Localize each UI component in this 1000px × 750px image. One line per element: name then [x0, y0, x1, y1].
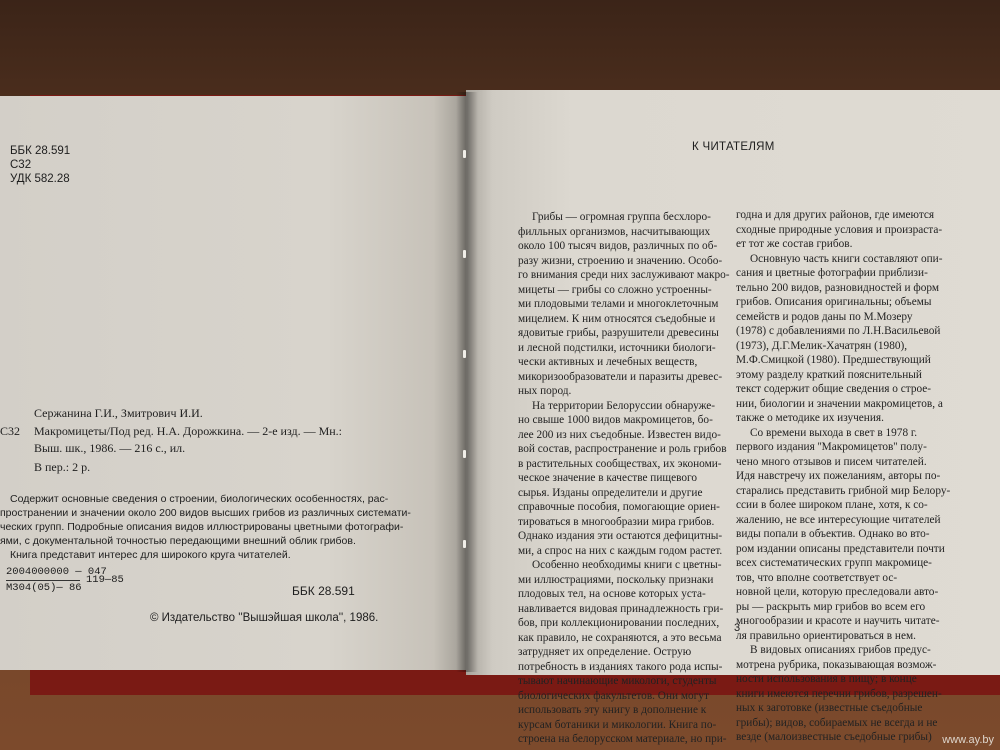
isbn-code-suffix: 119—85	[86, 574, 124, 586]
page-number: 3	[734, 622, 741, 634]
text-line: тироваться в многообразии мира грибов.	[518, 515, 715, 528]
text-line: ности использования в пищу; в конце	[736, 673, 917, 685]
binding-stitch	[463, 150, 466, 158]
udk-code: УДК 582.28	[10, 173, 70, 185]
text-line: ет тот же состав грибов.	[736, 238, 853, 250]
text-line: лее 200 из них съедобные. Известен видо-	[518, 428, 721, 441]
text-line: ных к заготовке (известные съедобные	[736, 702, 923, 714]
text-line: везде (малоизвестные съедобные грибы)	[736, 731, 932, 743]
text-line: Особенно необходимы книги с цветны-	[532, 559, 722, 571]
text-line: в растительных сообществах, их экономи-	[518, 457, 722, 470]
text-line: разу жизни, строению и значению. Особо-	[518, 254, 723, 267]
text-line: тов, что вполне соответствует ос-	[736, 571, 898, 584]
binding-stitch	[463, 540, 466, 548]
catalog-code: С32	[10, 159, 32, 171]
annotation-line: ями, с документальной точностью передающими внешний облик грибов.	[0, 535, 356, 547]
text-line: жалению, не все интересующие читателей	[736, 513, 941, 526]
annotation-line: ческих групп. Подробные описания видов иллюстрированы цветными фотографи-	[0, 521, 404, 533]
text-line: На территории Белоруссии обнаруже-	[532, 399, 716, 412]
text-line: вой состав, распространение и роль грибов	[518, 443, 727, 455]
text-line: многообразии и красоте и научить читате-	[736, 615, 940, 627]
text-line: чески активных и лечебных веществ,	[518, 356, 698, 368]
text-line: справочные пособия, помогающие ориен-	[518, 501, 720, 513]
text-line: навливается видовая принадлежность гри-	[518, 602, 724, 615]
annotation-line: Книга представит интерес для широкого круга читателей.	[10, 549, 291, 561]
book-title-line2: Выш. шк., 1986. — 216 с., ил.	[34, 441, 186, 455]
text-line: Идя навстречу их пожеланиям, авторы по-	[736, 470, 941, 482]
text-line: (1973), Д.Г.Мелик-Хачатрян (1980),	[736, 339, 908, 352]
text-line: ческое значение в качестве пищевого	[518, 472, 698, 484]
text-line: В видовых описаниях грибов предус-	[750, 644, 931, 656]
book-title-line1: Макромицеты/Под ред. Н.А. Дорожкина. — 2-е изд. — Мн.:	[34, 424, 343, 438]
text-line: старались представить грибной мир Белору-	[736, 484, 951, 497]
text-line: грибы); видов, собираемых не всегда и не	[736, 716, 938, 729]
text-line: сходные природные условия и произраста-	[736, 223, 943, 236]
text-line: ры — раскрыть мир грибов во всем его	[736, 600, 926, 613]
text-line: как правило, не сохраняются, а это весьма	[518, 631, 722, 644]
text-line: Грибы — огромная группа бесхлоро-	[532, 211, 711, 223]
text-line: чено много отзывов и писем читателей.	[736, 455, 927, 468]
text-line: годна и для других районов, где имеются	[736, 209, 935, 221]
text-line: мицеты — грибы со сложно устроенны-	[518, 283, 712, 296]
text-line: (1978) с добавлениями по Л.Н.Васильевой	[736, 325, 941, 337]
text-line: сания и цветные фотографии приблизи-	[736, 267, 928, 279]
text-line: микоризообразователи и паразиты древес-	[518, 370, 723, 383]
catalog-index: С32	[0, 424, 21, 438]
annotation-line: пространении и значении около 200 видов высших грибов из различных системати-	[0, 507, 411, 519]
text-line: использовать эту книгу в дополнение к	[518, 704, 707, 716]
text-line: но свыше 1000 видов макромицетов, бо-	[518, 414, 713, 426]
price: В пер.: 2 р.	[34, 460, 91, 474]
text-column-left	[518, 210, 730, 747]
text-line: затрудняет их определение. Острую	[518, 646, 692, 658]
text-line: тельно 200 видов, разновидностей и форм	[736, 281, 940, 294]
annotation-line: Содержит основные сведения о строении, биологических особенностях, рас-	[10, 493, 389, 505]
text-line: мотрена рубрика, показывающая возмож-	[736, 658, 937, 671]
binding-stitch	[463, 450, 466, 458]
text-line: грибов. Описания оригинальны; объемы	[736, 296, 932, 308]
text-line: филльных организмов, насчитывающих	[518, 225, 711, 238]
fraction-line	[6, 580, 80, 581]
isbn-code-denominator: М304(05)— 86	[6, 582, 82, 594]
text-line: около 100 тысяч видов, различных по об-	[518, 240, 718, 252]
text-line: первого издания ''Макромицетов'' полу-	[736, 441, 927, 453]
text-line: Со времени выхода в свет в 1978 г.	[750, 426, 918, 439]
text-line: курсам ботаники и микологии. Книга по-	[518, 718, 717, 731]
text-line: виды попали в объектив. Однако во вто-	[736, 528, 930, 540]
page-heading: К ЧИТАТЕЛЯМ	[692, 141, 775, 153]
text-line: М.Ф.Смицкой (1980). Предшествующий	[736, 354, 931, 366]
book-spine	[456, 92, 478, 672]
text-line: Однако издания эти остаются дефицитны-	[518, 530, 723, 542]
bbk-code: ББК 28.591	[10, 145, 71, 157]
text-line: бов, при коллекционировании последних,	[518, 617, 720, 629]
text-line: строена на белорусском материале, но при-	[518, 733, 727, 745]
text-line: текст содержит общие сведения о строе-	[736, 383, 932, 395]
authors: Сержанина Г.И., Змитрович И.И.	[34, 406, 203, 420]
left-page	[0, 96, 466, 670]
text-line: мицелием. К ним относятся съедобные и	[518, 312, 716, 325]
copyright: © Издательство ''Вышэйшая школа'', 1986.	[150, 612, 379, 624]
text-line: ми плодовыми телами и многоклеточным	[518, 298, 719, 310]
text-line: плодовых тел, на основе которых уста-	[518, 588, 706, 600]
isbn-code: 2004000000 — 047	[6, 566, 107, 578]
text-line: ядовитые грибы, разрушители древесины	[518, 327, 719, 339]
text-line: и лесной подстилки, источники биологи-	[518, 341, 716, 354]
text-line: новной цели, которую преследовали авто-	[736, 586, 939, 598]
text-line: биологических факультетов. Они могут	[518, 689, 709, 702]
text-line: ссии в более широком плане, хотя, к со-	[736, 499, 928, 511]
bbk-bottom: ББК 28.591	[292, 584, 355, 598]
text-column-right	[736, 208, 950, 745]
text-line: нии, биологии и значении макромицетов, а	[736, 397, 943, 410]
text-line: ми иллюстрациями, поскольку признаки	[518, 573, 714, 586]
text-line: потребность в изданиях такого рода испы-	[518, 660, 723, 673]
text-line: книги имеются перечни грибов, разрешен-	[736, 687, 942, 700]
text-line: ром издании описаны представители почти	[736, 542, 945, 555]
text-line: сырья. Изданы определители и другие	[518, 486, 703, 499]
text-line: тывают начинающие микологи, студенты	[518, 675, 717, 687]
text-line: этому разделу краткий пояснительный	[736, 368, 922, 381]
text-line: семейств и родов даны по М.Мозеру	[736, 310, 913, 323]
watermark: www.ay.by	[942, 734, 994, 746]
binding-stitch	[463, 250, 466, 258]
text-line: Основную часть книги составляют опи-	[750, 252, 943, 265]
text-line: го внимания среди них заслуживают макро-	[518, 269, 730, 281]
binding-stitch	[463, 350, 466, 358]
text-line: ля правильно ориентироваться в нем.	[736, 629, 916, 642]
text-line: также о методике их изучения.	[736, 412, 884, 424]
text-line: ми, а спрос на них с каждым годом растет.	[518, 544, 723, 557]
text-line: ных пород.	[518, 385, 572, 397]
text-line: всех систематических групп макромице-	[736, 557, 932, 569]
